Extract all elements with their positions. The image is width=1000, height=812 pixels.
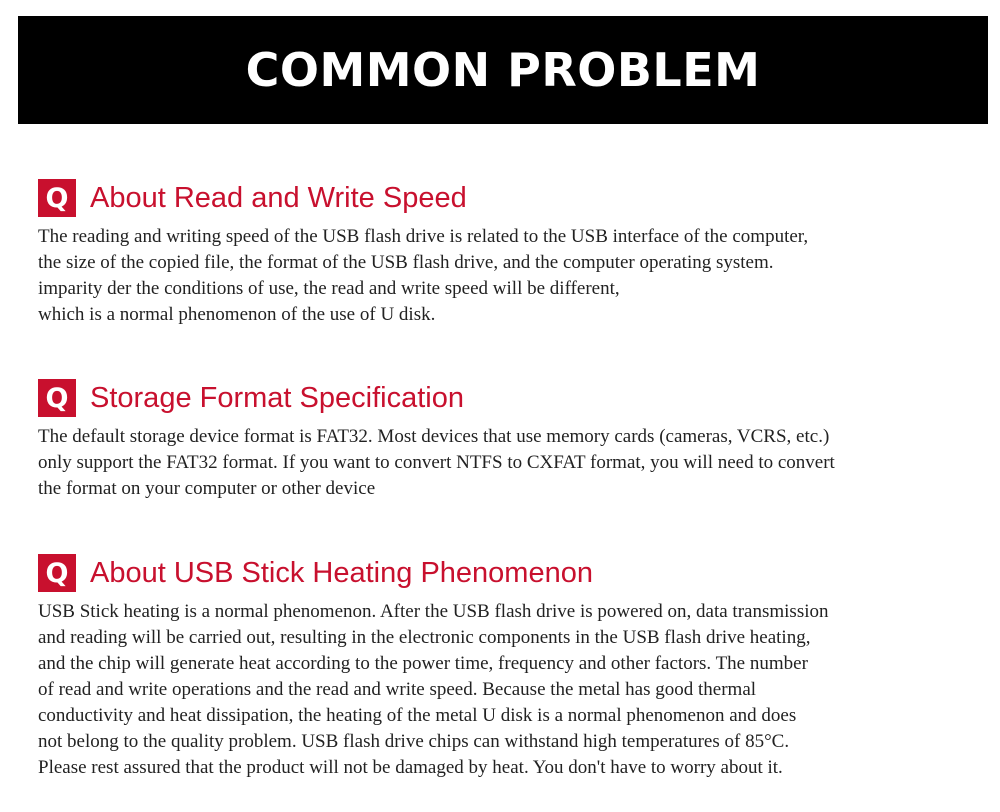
q-badge-icon: Q: [38, 554, 76, 592]
faq-section-storage-format: [38, 378, 968, 502]
body-line: the format on your computer or other device: [38, 478, 376, 499]
section-body: [38, 424, 968, 502]
body-line: and reading will be carried out, resulting in the electronic components in the USB flash drive heating,: [38, 627, 811, 648]
section-body: [38, 599, 968, 781]
body-line: the size of the copied file, the format of the USB flash drive, and the computer operating system.: [38, 252, 774, 273]
section-body: [38, 224, 968, 328]
q-badge-icon: Q: [38, 179, 76, 217]
section-title: Storage Format Specification: [90, 381, 464, 414]
body-line: only support the FAT32 format. If you want to convert NTFS to CXFAT format, you will need to convert: [38, 452, 835, 473]
body-line: USB Stick heating is a normal phenomenon. After the USB flash drive is powered on, data transmission: [38, 601, 829, 622]
header-banner: [18, 16, 988, 124]
page-title: COMMON PROBLEM: [245, 43, 761, 97]
body-line: Please rest assured that the product will not be damaged by heat. You don't have to worry about it.: [38, 757, 783, 778]
section-heading: [38, 178, 968, 218]
section-title: About Read and Write Speed: [90, 181, 467, 214]
body-line: The reading and writing speed of the USB flash drive is related to the USB interface of the computer,: [38, 226, 809, 247]
body-line: which is a normal phenomenon of the use of U disk.: [38, 304, 436, 325]
faq-section-heating: [38, 553, 968, 781]
body-line: not belong to the quality problem. USB flash drive chips can withstand high temperatures of 85°C.: [38, 731, 790, 752]
section-title: About USB Stick Heating Phenomenon: [90, 556, 593, 589]
body-line: conductivity and heat dissipation, the heating of the metal U disk is a normal phenomenon and does: [38, 705, 797, 726]
q-badge-icon: Q: [38, 379, 76, 417]
section-heading: [38, 378, 968, 418]
faq-section-read-write-speed: [38, 178, 968, 328]
body-line: and the chip will generate heat according to the power time, frequency and other factors. The number: [38, 653, 808, 674]
body-line: imparity der the conditions of use, the read and write speed will be different,: [38, 278, 620, 299]
section-heading: [38, 553, 968, 593]
body-line: The default storage device format is FAT32. Most devices that use memory cards (cameras, VCRS, etc.): [38, 426, 830, 447]
body-line: of read and write operations and the read and write speed. Because the metal has good thermal: [38, 679, 757, 700]
